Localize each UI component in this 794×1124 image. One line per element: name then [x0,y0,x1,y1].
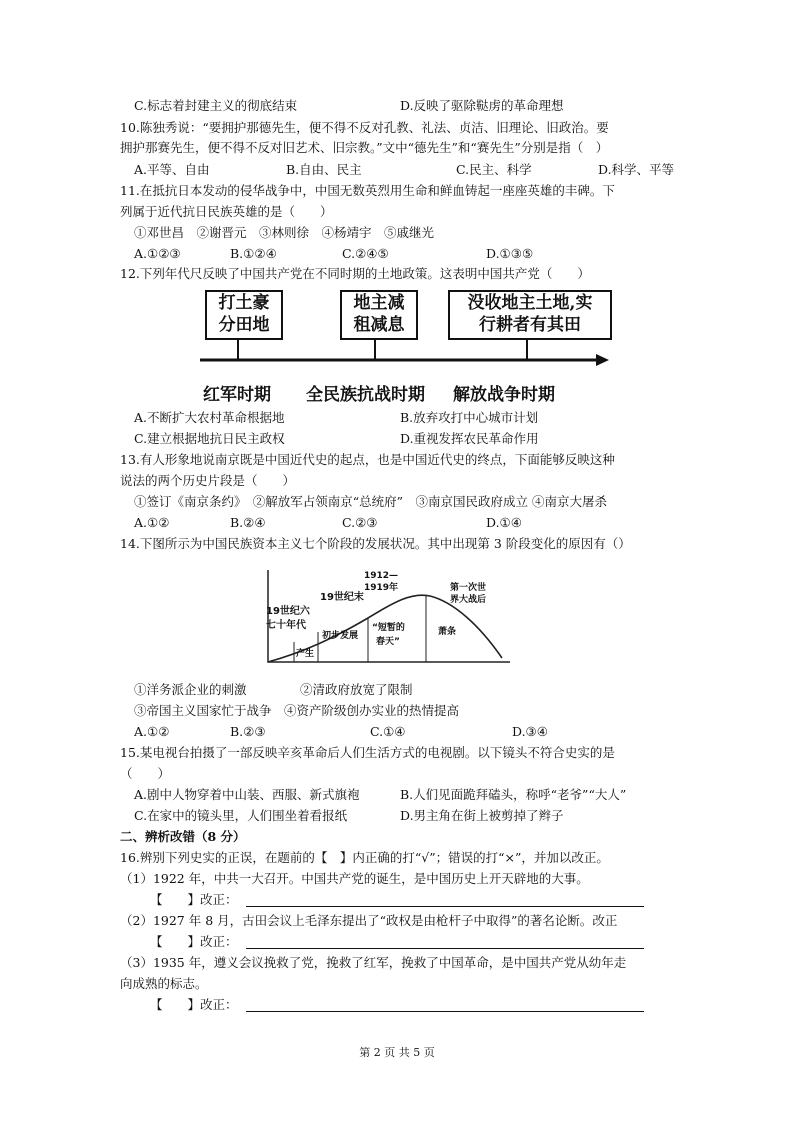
q13-items: ①签订《南京条约》 ②解放军占领南京“总统府” ③南京国民政府成立 ④南京大屠杀 [134,494,608,509]
q14-stage3-line1: 1912— [364,571,399,581]
q11-option-d: D.①③⑤ [486,246,534,261]
q12-option-c: C.建立根据地抗日民主政权 [134,431,285,446]
q14-capitalism-curve-figure [264,566,512,668]
q10-option-b: B.自由、民主 [286,162,362,177]
q13-line1: 13.有人形象地说南京既是中国近代史的起点，也是中国近代史的终点，下面能够反映这种 [120,452,615,467]
q14-stage4-line2: 界大战后 [450,595,487,605]
q12-box3-line1: 没收地主土地,实 [467,293,593,313]
q15-line2: （ ） [120,766,171,781]
q12-label-anti-japanese: 全民族抗战时期 [306,385,425,405]
q14-option-b: B.②③ [230,724,266,739]
q11-option-b: B.①②④ [230,246,277,261]
q13-option-a: A.①② [134,515,170,530]
q14-stage2: 19世纪末 [320,592,364,603]
q16-item1-answer-line[interactable] [246,906,644,907]
q12-option-b: B.放弃攻打中心城市计划 [400,410,539,425]
q12-label-red-army: 红军时期 [203,385,271,405]
q15-option-a: A.剧中人物穿着中山装、西服、新式旗袍 [134,787,360,802]
q12-box1-line2: 分田地 [218,315,270,335]
q12-line1: 12.下列年代尺反映了中国共产党在不同时期的土地政策。这表明中国共产党（ ） [120,266,590,281]
q14-option-d: D.③④ [512,724,548,739]
q16-item2-answer-line[interactable] [246,948,644,949]
q10-option-a: A.平等、自由 [134,162,210,177]
q14-stage4-note: 萧条 [438,627,457,637]
q14-stage1-line2: 七十年代 [266,620,306,631]
q15-option-d: D.男主角在街上被剪掉了辫子 [400,808,564,823]
q15-option-b: B.人们见面跪拜磕头，称呼“老爷”“大人” [400,787,627,802]
q12-box-red-army [205,290,283,340]
q11-items: ①邓世昌 ②谢晋元 ③林则徐 ④杨靖宇 ⑤戚继光 [134,225,435,240]
q14-stage3-note-line1: “短暂的 [372,623,405,633]
q10-line2: 拥护那赛先生，便不得不反对旧艺术、旧宗教。”文中“德先生”和“赛先生”分别是指（ ） [120,140,609,155]
q14-option-c: C.①④ [370,724,406,739]
section2-title: 二、辨析改错（8 分） [120,829,246,844]
q16-item3-line1: （3）1935 年，遵义会议挽救了党，挽救了红军，挽救了中国革命，是中国共产党从幼年走 [120,955,627,970]
q12-box2-line2: 租减息 [353,315,405,335]
q12-box-anti-japanese [340,290,418,340]
q14-stage3-line2: 1919年 [364,583,399,593]
q16-instruction: 16.辨别下列史实的正误，在题前的【 】内正确的打“√”；错误的打“×”，并加以改正。 [120,850,609,865]
q14-items3: ③帝国主义国家忙于战争 ④资产阶级创办实业的热情提高 [134,703,460,718]
q11-option-a: A.①②③ [134,246,181,261]
q13-option-c: C.②③ [342,515,378,530]
q16-item3-correction-label[interactable]: 【 】改正： [150,997,238,1012]
q15-line1: 15.某电视台拍摄了一部反映辛亥革命后人们生活方式的电视剧。以下镜头不符合史实的是 [120,745,615,760]
q12-box1-line1: 打土豪 [218,293,270,313]
q14-stage2-note: 初步发展 [322,631,359,641]
q10-option-d: D.科学、平等 [598,162,675,177]
q14-stage3-note-line2: 春天” [376,637,400,647]
q12-box-liberation [448,290,612,340]
q12-option-d: D.重视发挥农民革命作用 [400,431,539,446]
q15-option-c: C.在家中的镜头里，人们围坐着看报纸 [134,808,348,823]
q14-item2: ②清政府放宽了限制 [300,682,413,697]
q10-line1: 10.陈独秀说：“要拥护那德先生，便不得不反对孔教、礼法、贞洁、旧理论、旧政治。要 [120,120,609,135]
q10-option-c: C.民主、科学 [456,162,532,177]
q14-option-a: A.①② [134,724,170,739]
q14-item1: ①洋务派企业的刺激 [134,682,247,697]
q12-box2-line1: 地主减 [353,293,405,313]
q13-option-b: B.②④ [230,515,266,530]
q11-line2: 列属于近代抗日民族英雄的是（ ） [120,204,333,219]
q9-option-d: D.反映了驱除鞑虏的革命理想 [400,98,564,113]
q13-line2: 说法的两个历史片段是（ ） [120,473,296,488]
q12-box3-line2: 行耕者有其田 [479,315,581,335]
q11-line1: 11.在抵抗日本发动的侵华战争中，中国无数英烈用生命和鲜血铸起一座座英雄的丰碑。下 [120,183,615,198]
q16-item1-correction-label[interactable]: 【 】改正： [150,892,238,907]
q16-item3-answer-line[interactable] [246,1011,644,1012]
page-footer: 第 2 页 共 5 页 [359,1046,435,1059]
q16-item1: （1）1922 年，中共一大召开。中国共产党的诞生，是中国历史上开天辟地的大事。 [120,871,589,886]
q16-item3-line2: 向成熟的标志。 [120,976,208,991]
q16-item2-correction-label[interactable]: 【 】改正： [150,934,238,949]
q16-item2: （2）1927 年 8 月，古田会议上毛泽东提出了“政权是由枪杆子中取得”的著名论断。改正 [120,913,618,928]
q14-line1: 14.下图所示为中国民族资本主义七个阶段的发展状况。其中出现第 3 阶段变化的原因有（） [120,536,631,551]
q14-stage1-note: 产生 [296,649,315,659]
q9-option-c: C.标志着封建主义的彻底结束 [134,98,298,113]
q14-stage1-line1: 19世纪六 [266,606,310,617]
q13-option-d: D.①④ [486,515,522,530]
q12-option-a: A.不断扩大农村革命根据地 [134,410,285,425]
q11-option-c: C.②④⑤ [342,246,389,261]
q14-stage4-line1: 第一次世 [450,583,487,593]
q12-label-liberation: 解放战争时期 [453,385,555,405]
